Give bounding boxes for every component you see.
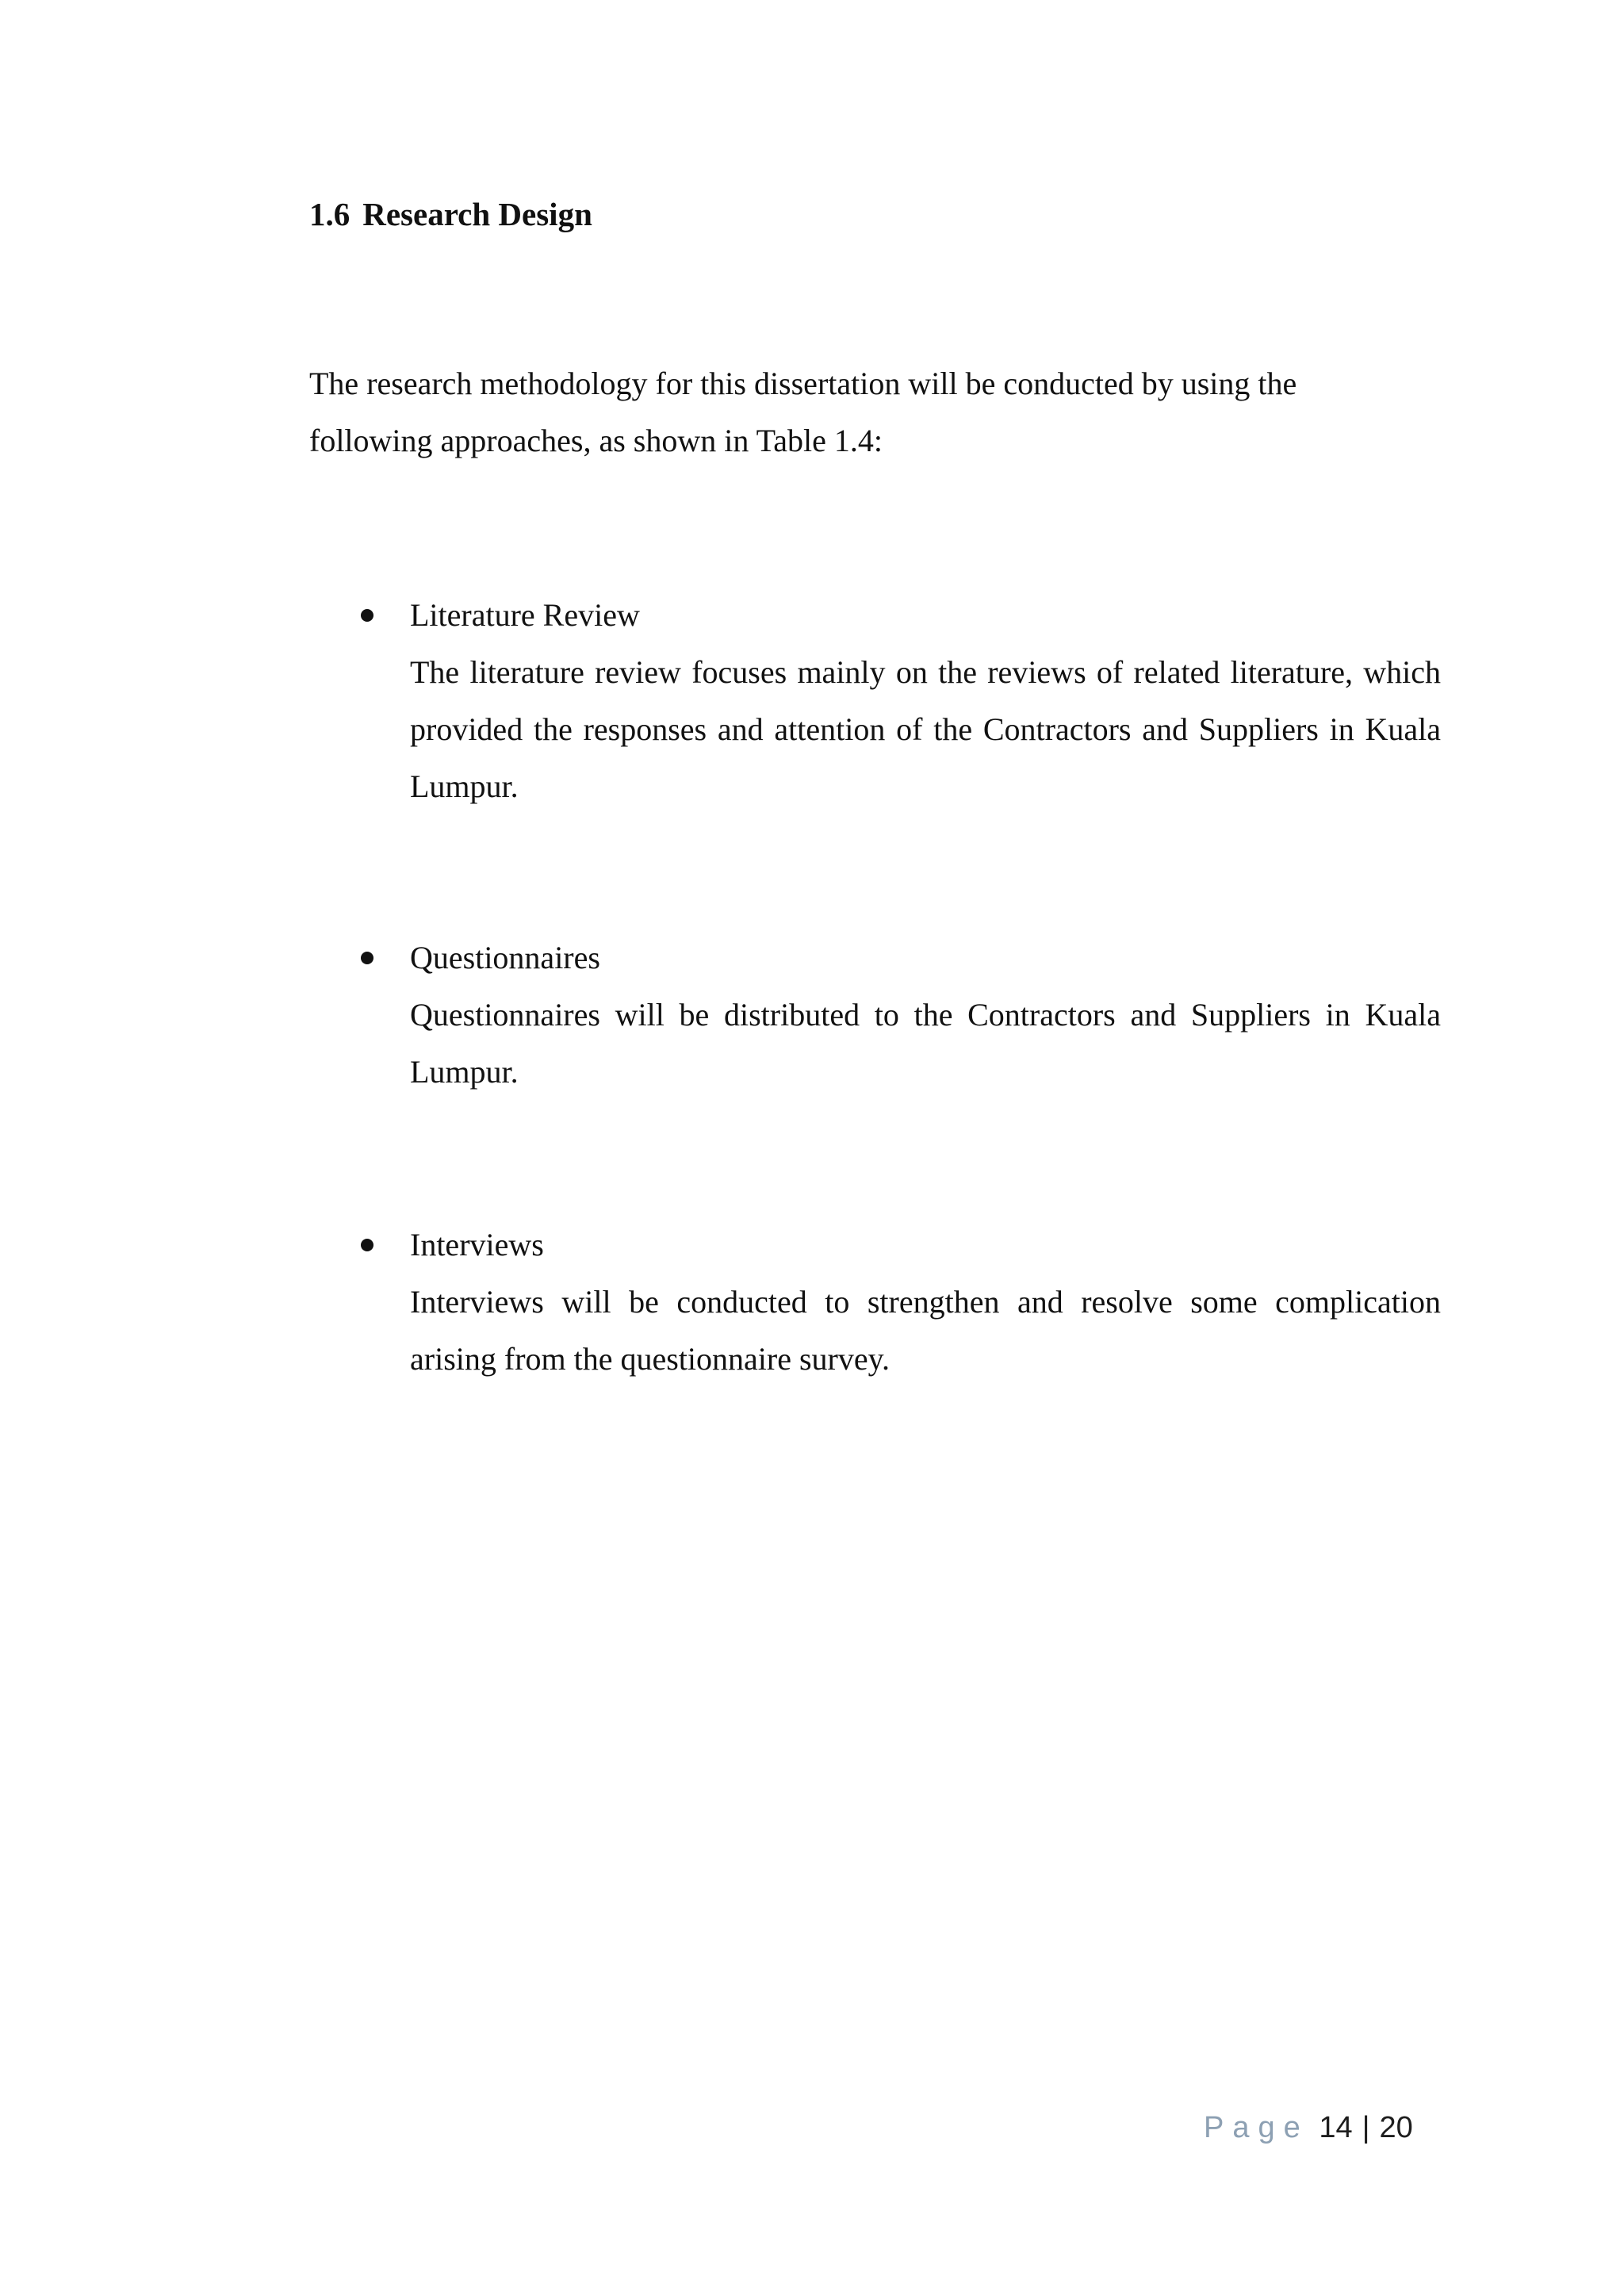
list-item-title: Interviews — [410, 1227, 544, 1262]
section-title: Research Design — [362, 196, 592, 232]
bullet-icon — [361, 1239, 373, 1251]
page-separator: | — [1362, 2111, 1370, 2144]
section-heading — [309, 192, 592, 236]
bullet-icon — [361, 952, 373, 964]
bullet-icon — [361, 609, 373, 622]
intro-paragraph: The research methodology for this dissertation will be conducted by using the following approaches, as shown in Table 1.4: — [309, 366, 1297, 458]
page-label: Page — [1204, 2111, 1309, 2144]
page-footer — [1204, 2108, 1413, 2147]
list-item-body: Interviews will be conducted to strengthen and resolve some complication arising from the questionnaire survey. — [410, 1284, 1441, 1377]
list-item-body: Questionnaires will be distributed to the Contractors and Suppliers in Kuala Lumpur. — [410, 997, 1441, 1090]
current-page-number: 14 — [1319, 2111, 1353, 2144]
list-item-title: Literature Review — [410, 597, 640, 633]
section-number: 1.6 — [309, 196, 350, 232]
total-pages: 20 — [1379, 2111, 1413, 2144]
list-item-title: Questionnaires — [410, 940, 600, 975]
list-item-body: The literature review focuses mainly on the reviews of related literature, which provided the responses and attention of the Contractors and Suppliers in Kuala Lumpur. — [410, 654, 1441, 804]
